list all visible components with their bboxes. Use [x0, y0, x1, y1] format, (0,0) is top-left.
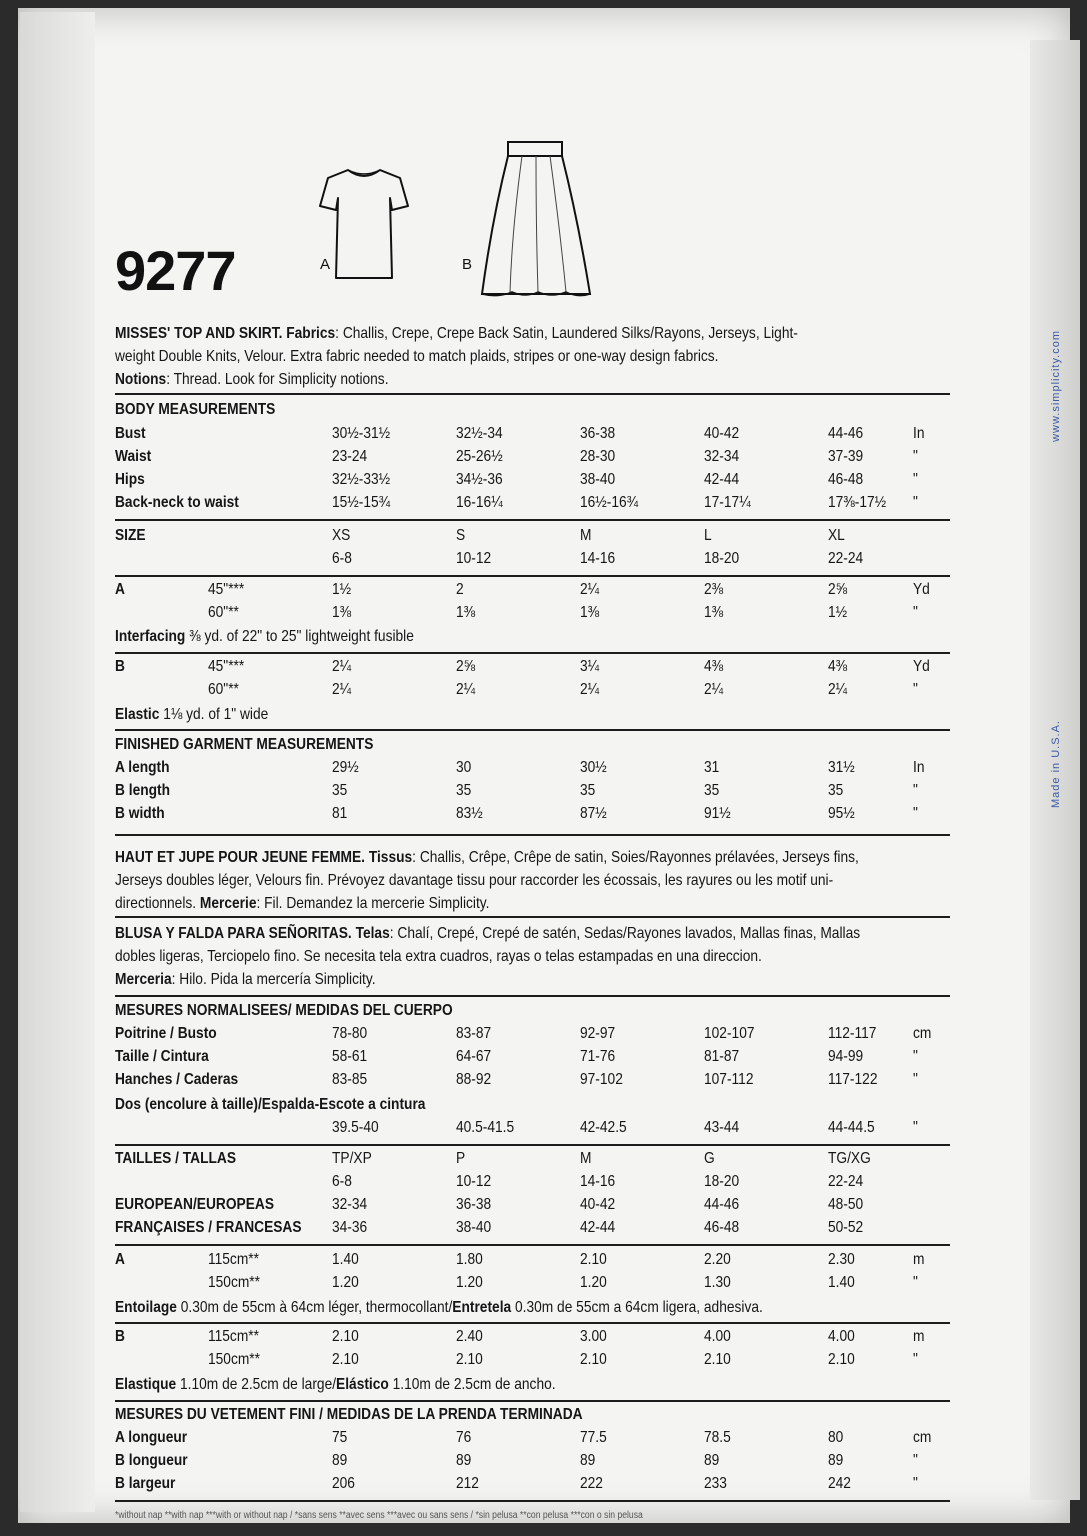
size-code: G [704, 1150, 715, 1167]
metric-finished-label: B longueur [115, 1452, 188, 1469]
body-measurement-label: Hips [115, 471, 145, 488]
size-value-cell: 34½-36 [456, 471, 503, 488]
metric-view-b-label: B [115, 1328, 125, 1345]
description-text: : Thread. Look for Simplicity notions. [166, 371, 389, 388]
size-value-cell: 1⅜ [580, 604, 600, 621]
description-text: : Challis, Crêpe, Crêpe de satin, Soies/Rayonnes prélavées, Jerseys fins, [412, 849, 859, 866]
size-value-cell: 38-40 [580, 471, 616, 488]
unit-label: " [913, 1274, 918, 1291]
size-value-cell: 44-46 [704, 1196, 740, 1213]
unit-label: " [913, 1452, 918, 1469]
size-value-cell: 46-48 [828, 471, 864, 488]
size-value-cell: 2¼ [456, 681, 476, 698]
section-divider [115, 1500, 950, 1502]
size-value-cell: 89 [704, 1452, 720, 1469]
size-value-cell: 222 [580, 1475, 603, 1492]
size-value-cell: 16-16¼ [456, 494, 503, 511]
body-measurement-label: Bust [115, 425, 146, 442]
size-code: S [456, 527, 466, 544]
size-value-cell: 32-34 [332, 1196, 368, 1213]
fabric-width: 60"** [208, 681, 239, 698]
size-value-cell: 88-92 [456, 1071, 492, 1088]
unit-label: In [913, 759, 925, 776]
size-value-cell: 2.10 [580, 1251, 607, 1268]
size-value-cell: 1½ [332, 581, 352, 598]
size-value-cell: 1.20 [332, 1274, 359, 1291]
size-value-cell: 1½ [828, 604, 848, 621]
entoilage-note [115, 1296, 763, 1319]
spanish-description-line [115, 968, 376, 991]
size-value-cell: 102-107 [704, 1025, 755, 1042]
size-value-cell: 64-67 [456, 1048, 492, 1065]
size-value-cell: 32½-34 [456, 425, 503, 442]
interfacing-note [115, 625, 414, 648]
size-value-cell: 39.5-40 [332, 1119, 379, 1136]
size-code: TG/XG [828, 1150, 871, 1167]
section-divider [115, 575, 950, 577]
size-value-cell: 35 [704, 782, 720, 799]
size-value-cell: 16½-16¾ [580, 494, 639, 511]
view-b-letter: B [462, 256, 473, 273]
size-value-cell: 77.5 [580, 1429, 607, 1446]
view-a-letter: A [320, 256, 331, 273]
size-value-cell: 2.10 [580, 1351, 607, 1368]
size-number: 10-12 [456, 1173, 492, 1190]
size-value-cell: 2¼ [332, 681, 352, 698]
size-value-cell: 4⅜ [828, 658, 848, 675]
size-value-cell: 42-44 [704, 471, 740, 488]
size-value-cell: 44-44.5 [828, 1119, 875, 1136]
size-value-cell: 25-26½ [456, 448, 503, 465]
size-value-cell: 40-42 [704, 425, 740, 442]
back-neck-label: Dos (encolure à taille)/Espalda-Escote a cintura [115, 1096, 426, 1113]
size-value-cell: 42-44 [580, 1219, 616, 1236]
size-value-cell: 34-36 [332, 1219, 368, 1236]
body-measurement-label: Waist [115, 448, 152, 465]
size-value-cell: 30½ [580, 759, 607, 776]
size-value-cell: 2.10 [704, 1351, 731, 1368]
section-divider [115, 1144, 950, 1146]
size-value-cell: 2.10 [828, 1351, 855, 1368]
size-value-cell: 2¼ [828, 681, 848, 698]
pattern-number: 9277 [115, 239, 236, 302]
metric-finished-label: A longueur [115, 1429, 188, 1446]
size-code: P [456, 1150, 466, 1167]
size-value-cell: 2.20 [704, 1251, 731, 1268]
note-text: 0.30m de 55cm a 64cm ligera, adhesiva. [511, 1299, 763, 1316]
metric-measurement-label: Taille / Cintura [115, 1048, 209, 1065]
description-text: : Fil. Demandez la mercerie Simplicity. [256, 895, 490, 912]
section-divider [115, 995, 950, 997]
size-value-cell: 44-46 [828, 425, 864, 442]
description-text: : Chalí, Crepé, Crepé de satén, Sedas/Rayones lavados, Mallas finas, Mallas [389, 925, 861, 942]
size-value-cell: 1.80 [456, 1251, 483, 1268]
section-divider [115, 1244, 950, 1246]
finished-measurement-label: A length [115, 759, 170, 776]
unit-label: " [913, 1475, 918, 1492]
size-number: 22-24 [828, 1173, 864, 1190]
size-value-cell: 1.40 [332, 1251, 359, 1268]
section-divider [115, 1322, 950, 1324]
finished-measurements-heading: FINISHED GARMENT MEASUREMENTS [115, 736, 374, 753]
size-value-cell: 46-48 [704, 1219, 740, 1236]
description-text: directionnels. [115, 895, 200, 912]
size-code: XS [332, 527, 351, 544]
unit-label: m [913, 1251, 925, 1268]
finished-measurement-label: B length [115, 782, 171, 799]
size-value-cell: 1.30 [704, 1274, 731, 1291]
size-value-cell: 76 [456, 1429, 472, 1446]
skirt-sketch-illustration [478, 140, 598, 300]
size-value-cell: 89 [580, 1452, 596, 1469]
size-value-cell: 23-24 [332, 448, 368, 465]
heading-term: BLUSA Y FALDA PARA SEÑORITAS. [115, 925, 352, 942]
view-a-label: A [115, 581, 125, 598]
size-value-cell: 1.40 [828, 1274, 855, 1291]
size-value-cell: 35 [828, 782, 844, 799]
size-value-cell: 15½-15¾ [332, 494, 391, 511]
english-description-line [115, 368, 389, 391]
size-value-cell: 91½ [704, 805, 731, 822]
unit-label: " [913, 1071, 918, 1088]
size-value-cell: 35 [332, 782, 348, 799]
unit-label: " [913, 494, 918, 511]
spanish-description-line [115, 945, 762, 968]
fabric-width: 115cm** [208, 1251, 259, 1268]
heading-term: Fabrics [282, 325, 336, 342]
body-measurements-heading: BODY MEASUREMENTS [115, 401, 276, 418]
size-number: 18-20 [704, 1173, 740, 1190]
unit-label: " [913, 1048, 918, 1065]
size-value-cell: 2.10 [456, 1351, 483, 1368]
size-value-cell: 4⅜ [704, 658, 724, 675]
section-divider [115, 652, 950, 654]
side-url-text: www.simplicity.com [1050, 330, 1062, 442]
metric-finished-heading: MESURES DU VETEMENT FINI / MEDIDAS DE LA PRENDA TERMINADA [115, 1406, 583, 1423]
section-divider [115, 393, 950, 395]
unit-label: " [913, 471, 918, 488]
metric-view-a-label: A [115, 1251, 125, 1268]
size-value-cell: 17-17¼ [704, 494, 751, 511]
description-text: : Challis, Crepe, Crepe Back Satin, Laundered Silks/Rayons, Jerseys, Light- [335, 325, 798, 342]
size-value-cell: 40-42 [580, 1196, 616, 1213]
size-value-cell: 32-34 [704, 448, 740, 465]
size-value-cell: 112-117 [828, 1025, 877, 1042]
size-code: XL [828, 527, 845, 544]
note-term: Entoilage [115, 1299, 177, 1316]
heading-term: Mercerie [199, 895, 257, 912]
size-value-cell: 83-85 [332, 1071, 368, 1088]
unit-label: Yd [913, 658, 930, 675]
size-value-cell: 81 [332, 805, 348, 822]
size-value-cell: 2⅝ [456, 658, 476, 675]
size-value-cell: 71-76 [580, 1048, 616, 1065]
size-value-cell: 242 [828, 1475, 851, 1492]
english-description-line [115, 345, 718, 368]
side-made-in-text: Made in U.S.A. [1050, 720, 1062, 808]
size-value-cell: 42-42.5 [580, 1119, 627, 1136]
size-number: 22-24 [828, 550, 864, 567]
metric-body-heading: MESURES NORMALISEES/ MEDIDAS DEL CUERPO [115, 1002, 453, 1019]
fabric-width: 45"*** [208, 658, 245, 675]
unit-label: " [913, 448, 918, 465]
size-value-cell: 17⅜-17½ [828, 494, 887, 511]
size-value-cell: 1.20 [456, 1274, 483, 1291]
body-measurement-label: Back-neck to waist [115, 494, 239, 511]
size-number: 14-16 [580, 550, 616, 567]
size-value-cell: 78.5 [704, 1429, 731, 1446]
description-text: : Hilo. Pida la mercería Simplicity. [171, 971, 376, 988]
size-value-cell: 4.00 [704, 1328, 731, 1345]
size-value-cell: 75 [332, 1429, 348, 1446]
unit-label: " [913, 681, 918, 698]
size-value-cell: 30½-31½ [332, 425, 391, 442]
footnote: *without nap **with nap ***with or without nap / *sans sens **avec sens ***avec ou sans sens / *sin pelusa **con pelusa ***con o sin pelusa [115, 1510, 643, 1521]
fabric-width: 115cm** [208, 1328, 259, 1345]
fabric-width: 60"** [208, 604, 239, 621]
size-value-cell: 31½ [828, 759, 855, 776]
size-code: L [704, 527, 712, 544]
size-code: M [580, 527, 592, 544]
size-value-cell: 1.20 [580, 1274, 607, 1291]
unit-label: " [913, 782, 918, 799]
size-value-cell: 2⅝ [828, 581, 848, 598]
view-b-label: B [115, 658, 125, 675]
note-text: 1⅛ yd. of 1" wide [159, 706, 269, 723]
metric-finished-label: B largeur [115, 1475, 176, 1492]
size-value-cell: 35 [456, 782, 472, 799]
note-term: Entretela [452, 1299, 512, 1316]
size-value-cell: 89 [456, 1452, 472, 1469]
size-code: TP/XP [332, 1150, 372, 1167]
size-value-cell: 117-122 [828, 1071, 878, 1088]
size-value-cell: 212 [456, 1475, 479, 1492]
note-term: Elástico [336, 1376, 389, 1393]
spanish-description-line [115, 922, 860, 945]
size-value-cell: 36-38 [580, 425, 616, 442]
size-value-cell: 2.10 [332, 1328, 359, 1345]
size-value-cell: 2.30 [828, 1251, 855, 1268]
size-value-cell: 3.00 [580, 1328, 607, 1345]
note-text: 1.10m de 2.5cm de large/ [176, 1376, 337, 1393]
unit-label: cm [913, 1025, 932, 1042]
french-description-line [115, 846, 859, 869]
heading-term: Notions [115, 371, 167, 388]
heading-term: MISSES' TOP AND SKIRT. [115, 325, 283, 342]
size-number: 6-8 [332, 550, 352, 567]
heading-term: Telas [351, 925, 390, 942]
size-value-cell: 29½ [332, 759, 359, 776]
note-text: 1.10m de 2.5cm de ancho. [388, 1376, 556, 1393]
size-value-cell: 81-87 [704, 1048, 740, 1065]
size-value-cell: 94-99 [828, 1048, 864, 1065]
size-value-cell: 2.10 [332, 1351, 359, 1368]
size-value-cell: 40.5-41.5 [456, 1119, 515, 1136]
size-number: 10-12 [456, 550, 492, 567]
french-description-line [115, 869, 833, 892]
french-sizes-label: FRANÇAISES / FRANCESAS [115, 1219, 302, 1236]
section-divider [115, 916, 950, 918]
section-divider [115, 729, 950, 731]
section-divider [115, 834, 950, 836]
note-text: 0.30m de 55cm à 64cm léger, thermocollant/ [176, 1299, 453, 1316]
size-value-cell: 38-40 [456, 1219, 492, 1236]
envelope-fold-shadow [20, 12, 95, 1512]
heading-term: Merceria [115, 971, 172, 988]
size-value-cell: 2¼ [704, 681, 724, 698]
unit-label: cm [913, 1429, 932, 1446]
european-sizes-label: EUROPEAN/EUROPEAS [115, 1196, 275, 1213]
description-text: Jerseys doubles léger, Velours fin. Prévoyez davantage tissu pour raccorder les écossais, les rayures ou les motif uni- [115, 872, 834, 889]
size-value-cell: 107-112 [704, 1071, 754, 1088]
size-value-cell: 1⅜ [332, 604, 352, 621]
elastique-note [115, 1373, 556, 1396]
size-value-cell: 43-44 [704, 1119, 740, 1136]
heading-term: HAUT ET JUPE POUR JEUNE FEMME. [115, 849, 366, 866]
size-value-cell: 1⅜ [456, 604, 476, 621]
size-heading: SIZE [115, 527, 146, 544]
note-term: Elastique [115, 1376, 177, 1393]
finished-measurement-label: B width [115, 805, 165, 822]
size-value-cell: 83-87 [456, 1025, 492, 1042]
size-number: 14-16 [580, 1173, 616, 1190]
size-value-cell: 2⅜ [704, 581, 724, 598]
section-divider [115, 1400, 950, 1402]
size-code: M [580, 1150, 592, 1167]
size-value-cell: 89 [828, 1452, 844, 1469]
fabric-width: 45"*** [208, 581, 245, 598]
size-value-cell: 78-80 [332, 1025, 368, 1042]
unit-label: " [913, 1351, 918, 1368]
note-text: ⅜ yd. of 22" to 25" lightweight fusible [185, 628, 414, 645]
size-value-cell: 92-97 [580, 1025, 616, 1042]
size-value-cell: 28-30 [580, 448, 616, 465]
french-description-line [115, 892, 489, 915]
size-number: 18-20 [704, 550, 740, 567]
note-term: Interfacing [115, 628, 186, 645]
size-value-cell: 87½ [580, 805, 607, 822]
description-text: weight Double Knits, Velour. Extra fabric needed to match plaids, stripes or one-way design fabrics. [115, 348, 719, 365]
size-value-cell: 206 [332, 1475, 355, 1492]
unit-label: In [913, 425, 925, 442]
size-value-cell: 97-102 [580, 1071, 623, 1088]
size-value-cell: 89 [332, 1452, 348, 1469]
top-sketch-illustration [318, 168, 410, 283]
description-text: dobles ligeras, Terciopelo fino. Se necesita tela extra cuadros, rayas o telas estampadas en una direccion. [115, 948, 762, 965]
size-value-cell: 80 [828, 1429, 844, 1446]
note-term: Elastic [115, 706, 160, 723]
size-value-cell: 4.00 [828, 1328, 855, 1345]
size-value-cell: 35 [580, 782, 596, 799]
heading-term: Tissus [365, 849, 413, 866]
size-value-cell: 233 [704, 1475, 727, 1492]
size-value-cell: 3¼ [580, 658, 600, 675]
size-value-cell: 37-39 [828, 448, 864, 465]
size-value-cell: 32½-33½ [332, 471, 391, 488]
unit-label: m [913, 1328, 925, 1345]
unit-label: " [913, 604, 918, 621]
unit-label: " [913, 1119, 918, 1136]
metric-size-heading: TAILLES / TALLAS [115, 1150, 237, 1167]
metric-measurement-label: Poitrine / Busto [115, 1025, 217, 1042]
metric-measurement-label: Hanches / Caderas [115, 1071, 239, 1088]
size-value-cell: 2¼ [580, 581, 600, 598]
size-value-cell: 95½ [828, 805, 855, 822]
unit-label: " [913, 805, 918, 822]
size-value-cell: 2¼ [580, 681, 600, 698]
size-value-cell: 2 [456, 581, 464, 598]
fabric-width: 150cm** [208, 1274, 261, 1291]
size-value-cell: 50-52 [828, 1219, 864, 1236]
english-description-line [115, 322, 798, 345]
fabric-width: 150cm** [208, 1351, 261, 1368]
size-value-cell: 2.40 [456, 1328, 483, 1345]
size-value-cell: 36-38 [456, 1196, 492, 1213]
size-value-cell: 1⅜ [704, 604, 724, 621]
unit-label: Yd [913, 581, 930, 598]
size-number: 6-8 [332, 1173, 352, 1190]
size-value-cell: 2¼ [332, 658, 352, 675]
size-value-cell: 31 [704, 759, 720, 776]
section-divider [115, 519, 950, 521]
elastic-note [115, 703, 268, 726]
size-value-cell: 58-61 [332, 1048, 368, 1065]
size-value-cell: 30 [456, 759, 472, 776]
size-value-cell: 83½ [456, 805, 483, 822]
size-value-cell: 48-50 [828, 1196, 864, 1213]
